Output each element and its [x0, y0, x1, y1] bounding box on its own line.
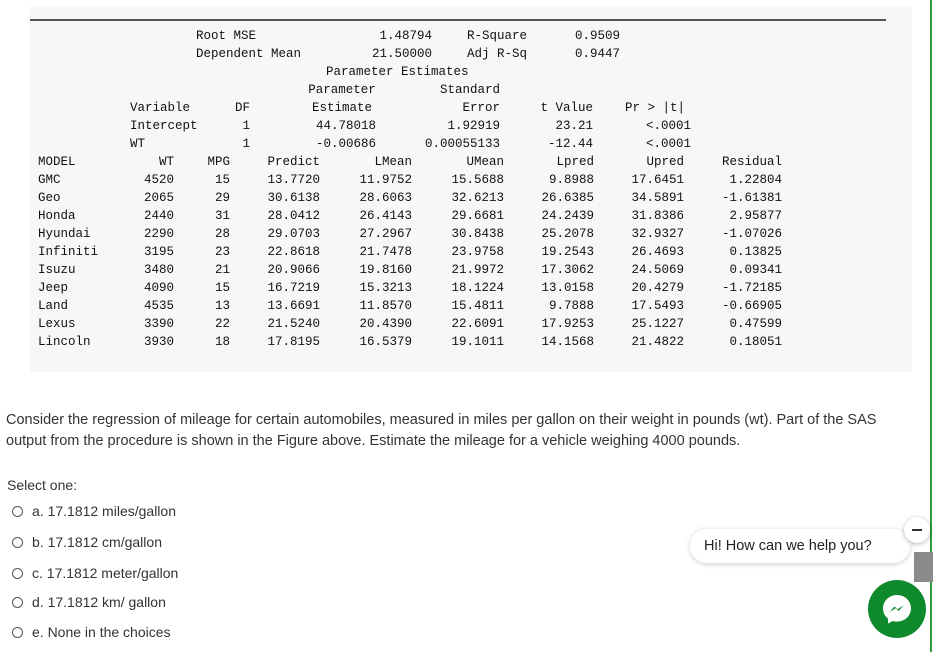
- data-header-predict: Predict: [267, 155, 320, 169]
- cell-upred: 20.4279: [631, 281, 684, 295]
- cell-lmean: 20.4390: [359, 317, 412, 331]
- dep-mean-label: Dependent Mean: [196, 47, 302, 61]
- param-header-tvalue: t Value: [540, 101, 593, 115]
- root-mse-value: 1.48794: [379, 29, 432, 43]
- cell-mpg: 29: [214, 191, 230, 205]
- cell-predict: 17.8195: [267, 335, 320, 349]
- cell-wt: 2440: [143, 209, 174, 223]
- chat-greeting-bubble[interactable]: [690, 529, 910, 563]
- cell-model: Lincoln: [38, 335, 91, 349]
- cell-umean: 32.6213: [451, 191, 504, 205]
- cell-lpred: 26.6385: [541, 191, 594, 205]
- radio-icon[interactable]: [12, 537, 23, 548]
- cell-lmean: 28.6063: [359, 191, 412, 205]
- rsq-value: 0.9509: [575, 29, 621, 43]
- cell-lmean: 11.9752: [359, 173, 412, 187]
- cell-lpred: 9.8988: [548, 173, 594, 187]
- cell-lmean: 15.3213: [359, 281, 412, 295]
- cell-lmean: 16.5379: [359, 335, 412, 349]
- radio-icon[interactable]: [12, 597, 23, 608]
- cell-mpg: 13: [214, 299, 230, 313]
- cell-predict: 13.6691: [267, 299, 320, 313]
- param-variable-wt: WT: [130, 137, 146, 151]
- option-b[interactable]: [12, 534, 162, 550]
- cell-lpred: 24.2439: [541, 209, 594, 223]
- option-d[interactable]: [12, 594, 166, 610]
- sas-output-panel: [30, 6, 912, 372]
- question-text: Consider the regression of mileage for certain automobiles, measured in miles per gallon on their weight in pounds (wt). Part of the SAS output from the procedure is shown in the Figure above. Estimate the mileage for a vehicle weighing 4000 pounds.: [6, 412, 877, 449]
- adjrsq-value: 0.9447: [575, 47, 621, 61]
- param-estimate-wt: -0.00686: [315, 137, 376, 151]
- cell-model: Land: [38, 299, 69, 313]
- param-estimates-title: Parameter Estimates: [326, 65, 469, 79]
- side-tab[interactable]: [914, 552, 933, 582]
- option-e-label: e. None in the choices: [32, 624, 171, 640]
- cell-predict: 16.7219: [267, 281, 320, 295]
- data-header-umean: UMean: [466, 155, 504, 169]
- cell-mpg: 28: [214, 227, 230, 241]
- cell-predict: 21.5240: [267, 317, 320, 331]
- param-header-estimate: Estimate: [311, 101, 372, 115]
- param-estimate-intercept: 44.78018: [315, 119, 376, 133]
- param-header-stderr-top: Standard: [439, 83, 500, 97]
- cell-mpg: 31: [214, 209, 230, 223]
- rsq-label: R-Square: [467, 29, 528, 43]
- cell-lmean: 26.4143: [359, 209, 412, 223]
- cell-upred: 21.4822: [631, 335, 684, 349]
- cell-umean: 19.1011: [451, 335, 504, 349]
- cell-lmean: 19.8160: [359, 263, 412, 277]
- adjrsq-label: Adj R-Sq: [467, 47, 528, 61]
- cell-upred: 32.9327: [631, 227, 684, 241]
- param-header-variable: Variable: [130, 101, 191, 115]
- option-c[interactable]: [12, 565, 178, 581]
- chat-greeting-text: Hi! How can we help you?: [704, 538, 872, 554]
- cell-lmean: 27.2967: [359, 227, 412, 241]
- cell-lpred: 17.9253: [541, 317, 594, 331]
- cell-upred: 17.5493: [631, 299, 684, 313]
- top-rule: [30, 19, 886, 21]
- option-e[interactable]: [12, 624, 171, 640]
- param-tvalue-intercept: 23.21: [555, 119, 593, 133]
- cell-lmean: 11.8570: [359, 299, 412, 313]
- root-mse-label: Root MSE: [196, 29, 257, 43]
- data-header-wt: WT: [158, 155, 174, 169]
- cell-wt: 3930: [143, 335, 174, 349]
- cell-predict: 20.9066: [267, 263, 320, 277]
- cell-predict: 30.6138: [267, 191, 320, 205]
- cell-residual: -1.07026: [721, 227, 782, 241]
- param-header-stderr: Error: [462, 101, 500, 115]
- cell-mpg: 15: [214, 281, 230, 295]
- data-header-mpg: MPG: [207, 155, 230, 169]
- cell-umean: 30.8438: [451, 227, 504, 241]
- cell-model: Lexus: [38, 317, 76, 331]
- radio-icon[interactable]: [12, 568, 23, 579]
- param-header-pvalue: Pr > |t|: [625, 101, 686, 115]
- messenger-icon: [880, 592, 914, 626]
- cell-model: Infiniti: [38, 245, 99, 259]
- option-c-label: c. 17.1812 meter/gallon: [32, 565, 179, 581]
- cell-lpred: 19.2543: [541, 245, 594, 259]
- data-header-lmean: LMean: [374, 155, 412, 169]
- cell-umean: 18.1224: [451, 281, 504, 295]
- param-stderr-wt: 0.00055133: [424, 137, 500, 151]
- cell-residual: -1.61381: [721, 191, 782, 205]
- param-tvalue-wt: -12.44: [547, 137, 593, 151]
- radio-icon[interactable]: [12, 506, 23, 517]
- data-header-residual: Residual: [721, 155, 782, 169]
- cell-model: Honda: [38, 209, 76, 223]
- cell-mpg: 18: [214, 335, 230, 349]
- cell-residual: 0.09341: [729, 263, 782, 277]
- cell-residual: 2.95877: [729, 209, 782, 223]
- param-pvalue-wt: <.0001: [645, 137, 691, 151]
- param-df-wt: 1: [242, 137, 250, 151]
- cell-upred: 25.1227: [631, 317, 684, 331]
- data-header-lpred: Lpred: [556, 155, 594, 169]
- param-header-estimate-top: Parameter: [308, 83, 376, 97]
- cell-residual: 0.13825: [729, 245, 782, 259]
- cell-upred: 31.8386: [631, 209, 684, 223]
- messenger-chat-button[interactable]: [868, 580, 926, 638]
- cell-residual: 0.18051: [729, 335, 782, 349]
- cell-residual: -1.72185: [721, 281, 782, 295]
- cell-wt: 4090: [143, 281, 174, 295]
- cell-model: Isuzu: [38, 263, 76, 277]
- cell-model: Jeep: [38, 281, 69, 295]
- cell-mpg: 21: [214, 263, 230, 277]
- cell-wt: 3390: [143, 317, 174, 331]
- cell-wt: 2290: [143, 227, 174, 241]
- data-header-upred: Upred: [646, 155, 684, 169]
- cell-upred: 17.6451: [631, 173, 684, 187]
- param-pvalue-intercept: <.0001: [645, 119, 691, 133]
- cell-upred: 26.4693: [631, 245, 684, 259]
- cell-umean: 23.9758: [451, 245, 504, 259]
- param-variable-intercept: Intercept: [130, 119, 198, 133]
- cell-wt: 2065: [143, 191, 174, 205]
- cell-model: Hyundai: [38, 227, 91, 241]
- cell-mpg: 22: [214, 317, 230, 331]
- cell-wt: 3480: [143, 263, 174, 277]
- cell-model: Geo: [38, 191, 61, 205]
- data-header-model: MODEL: [38, 155, 76, 169]
- cell-mpg: 15: [214, 173, 230, 187]
- cell-predict: 13.7720: [267, 173, 320, 187]
- cell-lpred: 17.3062: [541, 263, 594, 277]
- option-b-label: b. 17.1812 cm/gallon: [32, 534, 162, 550]
- cell-predict: 29.0703: [267, 227, 320, 241]
- cell-wt: 3195: [143, 245, 174, 259]
- cell-upred: 24.5069: [631, 263, 684, 277]
- cell-lpred: 25.2078: [541, 227, 594, 241]
- cell-upred: 34.5891: [631, 191, 684, 205]
- cell-lpred: 14.1568: [541, 335, 594, 349]
- select-one-label: Select one:: [7, 477, 78, 493]
- cell-predict: 28.0412: [267, 209, 320, 223]
- cell-mpg: 23: [214, 245, 230, 259]
- dep-mean-value: 21.50000: [371, 47, 432, 61]
- param-df-intercept: 1: [242, 119, 250, 133]
- cell-residual: -0.66905: [721, 299, 782, 313]
- cell-model: GMC: [38, 173, 61, 187]
- cell-wt: 4535: [143, 299, 174, 313]
- cell-residual: 0.47599: [729, 317, 782, 331]
- cell-umean: 21.9972: [451, 263, 504, 277]
- option-d-label: d. 17.1812 km/ gallon: [32, 594, 166, 610]
- radio-icon[interactable]: [12, 627, 23, 638]
- cell-lpred: 13.0158: [541, 281, 594, 295]
- cell-residual: 1.22804: [729, 173, 782, 187]
- cell-wt: 4520: [143, 173, 174, 187]
- param-stderr-intercept: 1.92919: [447, 119, 500, 133]
- option-a-label: a. 17.1812 miles/gallon: [32, 503, 176, 519]
- cell-umean: 15.5688: [451, 173, 504, 187]
- cell-umean: 29.6681: [451, 209, 504, 223]
- cell-lmean: 21.7478: [359, 245, 412, 259]
- cell-umean: 15.4811: [451, 299, 504, 313]
- cell-predict: 22.8618: [267, 245, 320, 259]
- cell-lpred: 9.7888: [548, 299, 594, 313]
- cell-umean: 22.6091: [451, 317, 504, 331]
- param-header-df: DF: [234, 101, 250, 115]
- minus-icon[interactable]: [904, 517, 930, 543]
- option-a[interactable]: [12, 503, 176, 519]
